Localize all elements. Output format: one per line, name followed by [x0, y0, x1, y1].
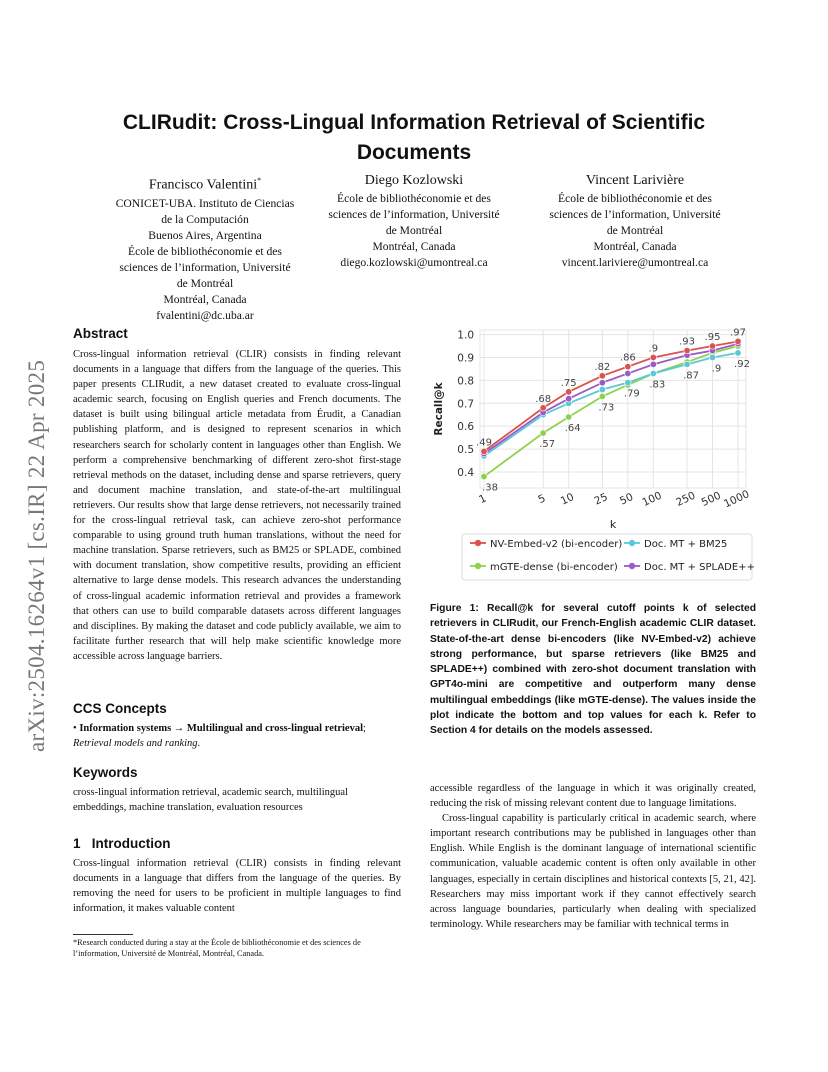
author-name: Vincent Larivière: [585, 173, 685, 188]
ccs-period: .: [197, 738, 201, 750]
x-axis-label: k: [609, 518, 617, 531]
legend-label: mGTE-dense (bi-encoder): [490, 562, 618, 573]
legend-swatch-marker: [629, 563, 635, 569]
y-tick-label: 0.8: [457, 375, 474, 388]
author-email: vincent.lariviere@umontreal.ca: [561, 256, 709, 269]
author-name: Francisco Valentini*: [148, 176, 262, 193]
ccs-bold-term: Information systems → Multilingual and cross-lingual retrieval: [79, 723, 364, 734]
data-point: [599, 386, 605, 392]
y-axis-label: Recall@k: [433, 382, 445, 436]
author-affiliation-line: de Montréal: [606, 224, 664, 237]
y-tick-label: 0.7: [457, 398, 474, 411]
data-point: [481, 448, 487, 454]
data-point: [625, 370, 631, 376]
data-point: [625, 363, 631, 369]
author-affiliation-line: École de bibliothéconomie et des: [558, 192, 712, 205]
author-affiliation-line: École de bibliothéconomie et des: [128, 244, 282, 258]
x-tick-label: 10: [558, 491, 576, 508]
author-affiliation-line: sciences de l’information, Université: [328, 208, 500, 221]
paragraph: accessible regardless of the language in which it was originally created, reducing the risk of missing relevant content due to language limitations.: [430, 783, 756, 810]
data-point: [709, 343, 715, 349]
introduction-text: Cross-lingual information retrieval (CLIR) consists in finding relevant documents in a language that differs from the language of the queries. By removing the need for users to be proficient in multiple languages to find information, it makes valuable content: [73, 858, 401, 915]
top-value-label: .9: [648, 343, 659, 355]
y-tick-label: 0.4: [457, 466, 474, 479]
chart-legend: [462, 534, 755, 580]
legend-label: Doc. MT + BM25: [644, 539, 728, 550]
data-point: [481, 473, 487, 479]
section-title: Introduction: [91, 836, 171, 851]
data-point: [650, 370, 656, 376]
author-affiliation-line: Buenos Aires, Argentina: [148, 228, 262, 242]
author-block-3: [530, 172, 740, 271]
data-point: [684, 347, 690, 353]
legend-swatch-marker: [629, 540, 635, 546]
x-tick-label: 250: [674, 489, 698, 509]
y-tick-label: 1.0: [457, 329, 474, 342]
x-tick-label: 50: [617, 491, 636, 508]
data-point: [565, 389, 571, 395]
ccs-heading: CCS Concepts: [73, 701, 167, 716]
author-affiliation-line: Montréal, Canada: [163, 292, 247, 306]
data-point: [650, 361, 656, 367]
data-point: [540, 430, 546, 436]
introduction-heading: [73, 836, 171, 851]
data-point: [565, 395, 571, 401]
keywords-text: cross-lingual information retrieval, academic search, multilingual embeddings, machine translation, evaluation resources: [73, 787, 348, 814]
bottom-value-label: .38: [482, 482, 498, 494]
arxiv-identifier: arXiv:2504.16264v1 [cs.IR] 22 Apr 2025: [24, 359, 49, 752]
ccs-italic-term: Retrieval models and ranking: [73, 738, 198, 750]
data-point: [684, 361, 690, 367]
y-tick-label: 0.5: [457, 444, 474, 457]
paper-title: CLIRudit: Cross-Lingual Information Retrieval of Scientific Documents: [122, 111, 706, 164]
ccs-concepts: [73, 721, 401, 751]
ccs-separator: ;: [363, 723, 366, 734]
top-value-label: .82: [594, 361, 611, 373]
top-value-label: .75: [560, 377, 577, 389]
top-value-label: .68: [535, 393, 552, 405]
top-value-label: .86: [619, 352, 636, 364]
author-affiliation-line: de Montréal: [385, 224, 443, 237]
data-point: [735, 338, 741, 344]
author-affiliation-line: de la Computación: [161, 212, 249, 226]
x-tick-label: 1000: [722, 488, 752, 511]
bottom-value-label: .73: [598, 402, 615, 414]
author-email: fvalentini@dc.uba.ar: [156, 308, 254, 322]
data-point: [599, 373, 605, 379]
legend-swatch-marker: [475, 563, 481, 569]
legend-swatch-marker: [475, 540, 481, 546]
top-value-label: .95: [704, 332, 721, 344]
x-tick-label: 1: [477, 492, 489, 507]
author-affiliation-line: Montréal, Canada: [593, 240, 677, 253]
bottom-value-label: .64: [564, 423, 581, 435]
bottom-value-label: .79: [623, 388, 640, 400]
bottom-value-label: .83: [649, 379, 666, 391]
keywords-heading: Keywords: [73, 765, 138, 780]
figure-caption: Figure 1: Recall@k for several cutoff points k of selected retrievers in CLIRudit, our French-English academic CLIR dataset. State-of-the-art dense bi-encoders (like NV-Embed-v2) achieve strong performance, but sparse retrievers (like BM25 and SPLADE++) combined with zero-shot document translation with GPT4o-mini are competitive and outperform many dense multilingual embeddings (like mGTE-dense). The values inside the plot indicate the bottom and top values for each k. Refer to Section 4 for details on the models assessed.: [430, 603, 756, 737]
legend-label: Doc. MT + SPLADE++: [644, 562, 755, 573]
author-affiliation-line: de Montréal: [176, 276, 234, 290]
abstract-heading: Abstract: [73, 326, 128, 341]
author-affiliation-line: CONICET-UBA. Instituto de Ciencias: [115, 196, 295, 210]
data-point: [625, 379, 631, 385]
author-affiliation-line: sciences de l’information, Université: [119, 260, 291, 274]
x-tick-label: 100: [640, 489, 664, 509]
author-name: Diego Kozlowski: [364, 173, 464, 188]
top-value-label: .93: [679, 336, 695, 348]
top-value-label: .49: [476, 437, 492, 449]
data-point: [650, 354, 656, 360]
author-email: diego.kozlowski@umontreal.ca: [340, 256, 488, 269]
footnote-rule: [73, 934, 133, 935]
x-tick-label: 25: [592, 491, 610, 508]
x-tick-label: 5: [536, 492, 548, 507]
y-tick-label: 0.9: [457, 352, 474, 365]
author-affiliation-line: sciences de l’information, Université: [549, 208, 721, 221]
right-column-text: [430, 781, 756, 932]
bottom-value-label: .92: [734, 358, 750, 370]
abstract-text: Cross-lingual information retrieval (CLIR) consists in finding relevant documents in a language that differs from the language of the queries. This paper presents CLIRudit, a new dataset created to evaluate cross-lingual academic search, focusing on English queries and French documents. The dataset is built using bilingual article metadata from Érudit, a Canadian publishing platform, and is designed to represent scenarios in which researchers search for scholarly content in languages other than English. We perform a comprehensive benchmarking of different zero-shot first-stage retrieval methods on the dataset, including dense and sparse retrievers, query and document machine translation, and state-of-the-art multilingual retrievers. Our results show that large dense retrievers, not necessarily trained for the cross-lingual retrieval task, can achieve zero-shot performance comparable to using ground truth human translations, without the need for machine translation. Sparse retrievers, such as BM25 or SPLADE, combined with document translation, show competitive results, providing an efficient alternative to large dense models. This research advances the understanding of cross-lingual academic information retrieval and provides a framework that others can use to build comparable datasets across different languages and disciplines. By making the dataset and code publicly available, we aim to facilitate further research that will help make scientific knowledge more accessible across language barriers.: [73, 349, 401, 662]
author-block-2: [309, 172, 519, 271]
data-point: [540, 405, 546, 411]
paragraph: Cross-lingual capability is particularly critical in academic search, where important research contributions may be published in languages other than English. While English is the dominant language of international scientific communication, valuable academic content is often only available in other languages, especially in certain disciplines and historical contexts [5, 21, 42]. Researchers may miss important work if they cannot effectively search across language boundaries, particularly when dealing with specialized terminology. While researchers may be familiar with technical terms in: [430, 813, 756, 930]
bottom-value-label: .57: [539, 439, 556, 451]
author-block-1: [100, 172, 310, 324]
data-point: [599, 393, 605, 399]
x-tick-label: 500: [699, 489, 723, 509]
bottom-value-label: .87: [683, 370, 699, 382]
author-affiliation-line: Montréal, Canada: [372, 240, 456, 253]
data-point: [565, 414, 571, 420]
section-number: 1: [73, 836, 81, 851]
data-point: [599, 379, 605, 385]
footnote: *Research conducted during a stay at the École de bibliothéconomie et des sciences de l’information, Université de Montréal, Montréal, Canada.: [73, 938, 361, 958]
ccs-bullet: •: [73, 723, 77, 734]
data-point: [709, 354, 715, 360]
legend-label: NV-Embed-v2 (bi-encoder): [490, 539, 623, 550]
bottom-value-label: .9: [711, 363, 722, 375]
data-point: [735, 350, 741, 356]
y-tick-label: 0.6: [457, 421, 474, 434]
top-value-label: .97: [730, 327, 746, 339]
recall-at-k-chart: [428, 318, 758, 588]
author-affiliation-line: École de bibliothéconomie et des: [337, 192, 491, 205]
